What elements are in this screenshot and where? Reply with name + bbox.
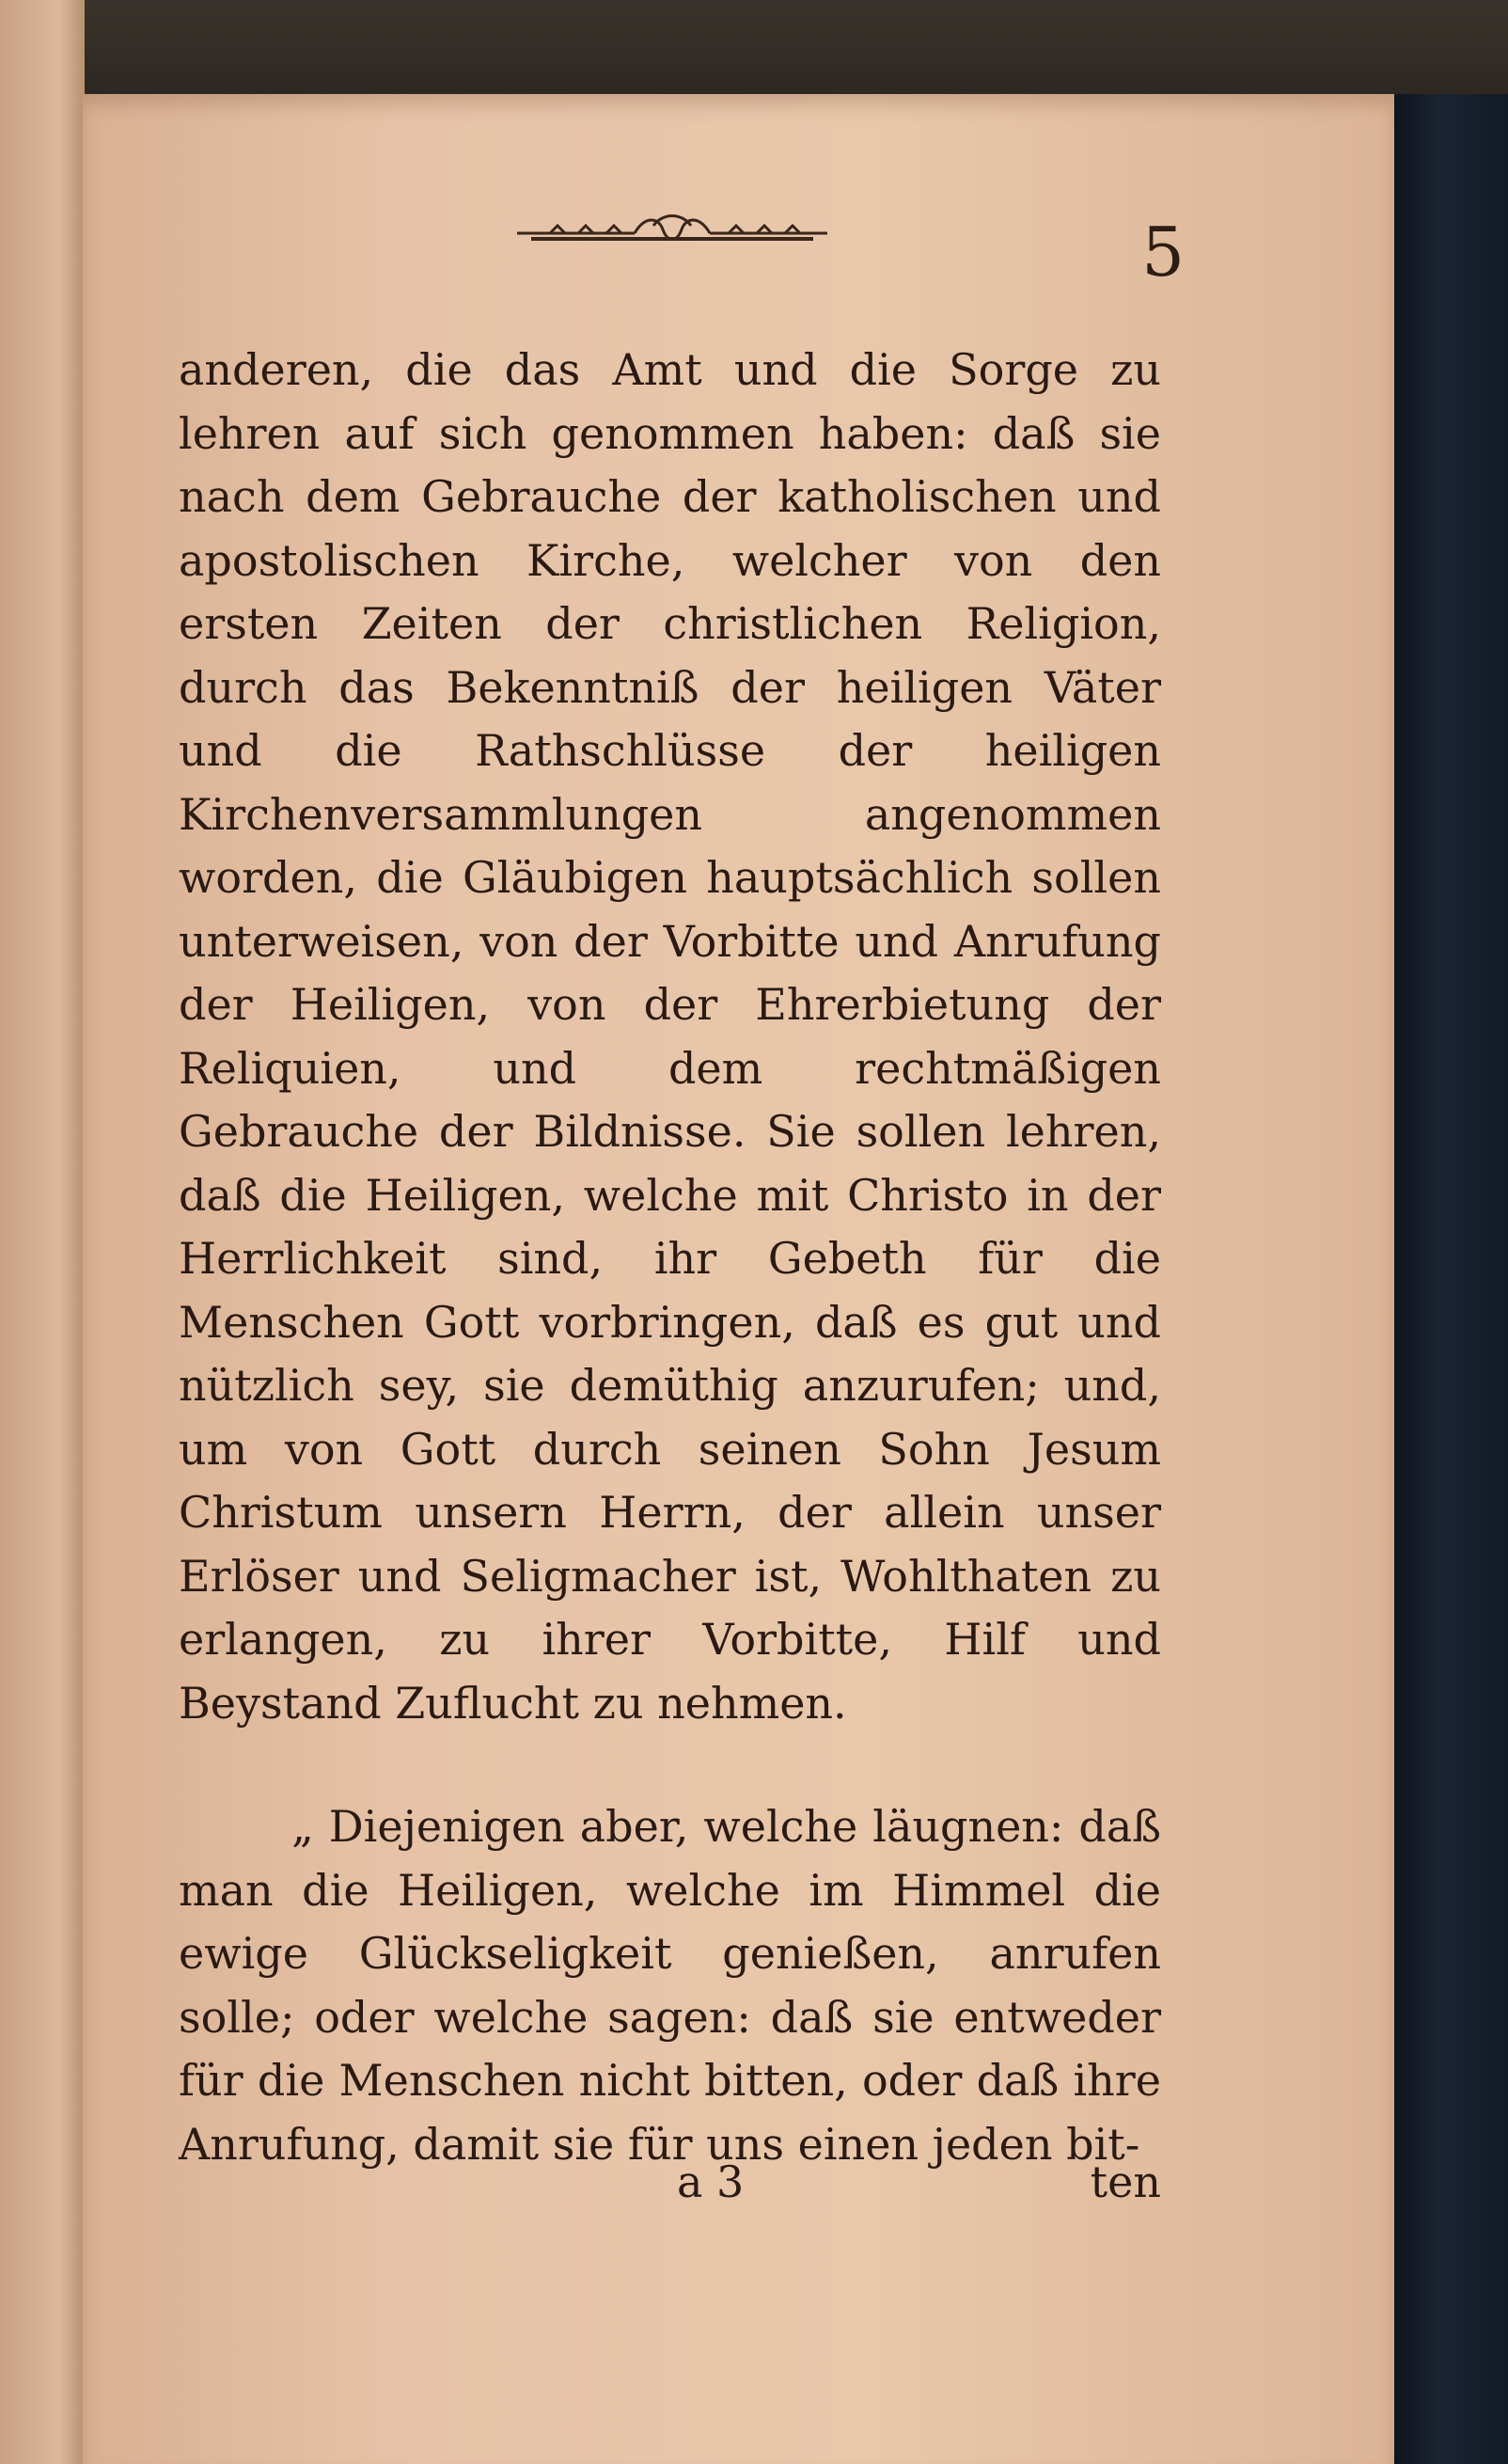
page-body: [179, 339, 1161, 2176]
paragraph-1: anderen, die das Amt und die Sorge zu lehren auf sich genommen haben: daß sie nach dem Gebrauche der katholischen und apostolischen Kirche, welcher von den ersten Zeiten der christlichen Religion, durch das Bekenntniß der heiligen Väter und die Rathschlüsse der heiligen Kirchenversammlungen angenommen worden, die Gläubigen hauptsächlich sollen unterweisen, von der Vorbitte und Anrufung der Heiligen, von der Ehrerbietung der Reliquien, und dem rechtmäßigen Gebrauche der Bildnisse. Sie sollen lehren, daß die Heiligen, welche mit Christo in der Herrlichkeit sind, ihr Gebeth für die Menschen Gott vorbringen, daß es gut und nützlich sey, sie demüthig anzurufen; und, um von Gott durch seinen Sohn Jesum Christum unsern Herrn, der allein unser Erlöser und Seligmacher ist, Wohlthaten zu erlangen, zu ihrer Vorbitte, Hilf und Beystand Zuflucht zu nehmen.: [179, 344, 1161, 1729]
paragraph-2: „ Diejenigen aber, welche läugnen: daß man die Heiligen, welche im Himmel die ewige Glückseligkeit genießen, anrufen solle; oder welche sagen: daß sie entweder für die Menschen nicht bitten, oder daß ihre Anrufung, damit sie für uns einen jeden bit-: [179, 1801, 1161, 2170]
catchword: ten: [1090, 2156, 1161, 2207]
page-footer: [179, 2154, 1161, 2210]
header-ornament: [512, 209, 832, 246]
signature-mark: a 3: [677, 2156, 745, 2207]
scan-background-top: [0, 0, 1508, 94]
page-number: 5: [1141, 213, 1185, 292]
book-binding: [1394, 94, 1508, 2464]
facing-page-edge: [0, 0, 85, 2464]
